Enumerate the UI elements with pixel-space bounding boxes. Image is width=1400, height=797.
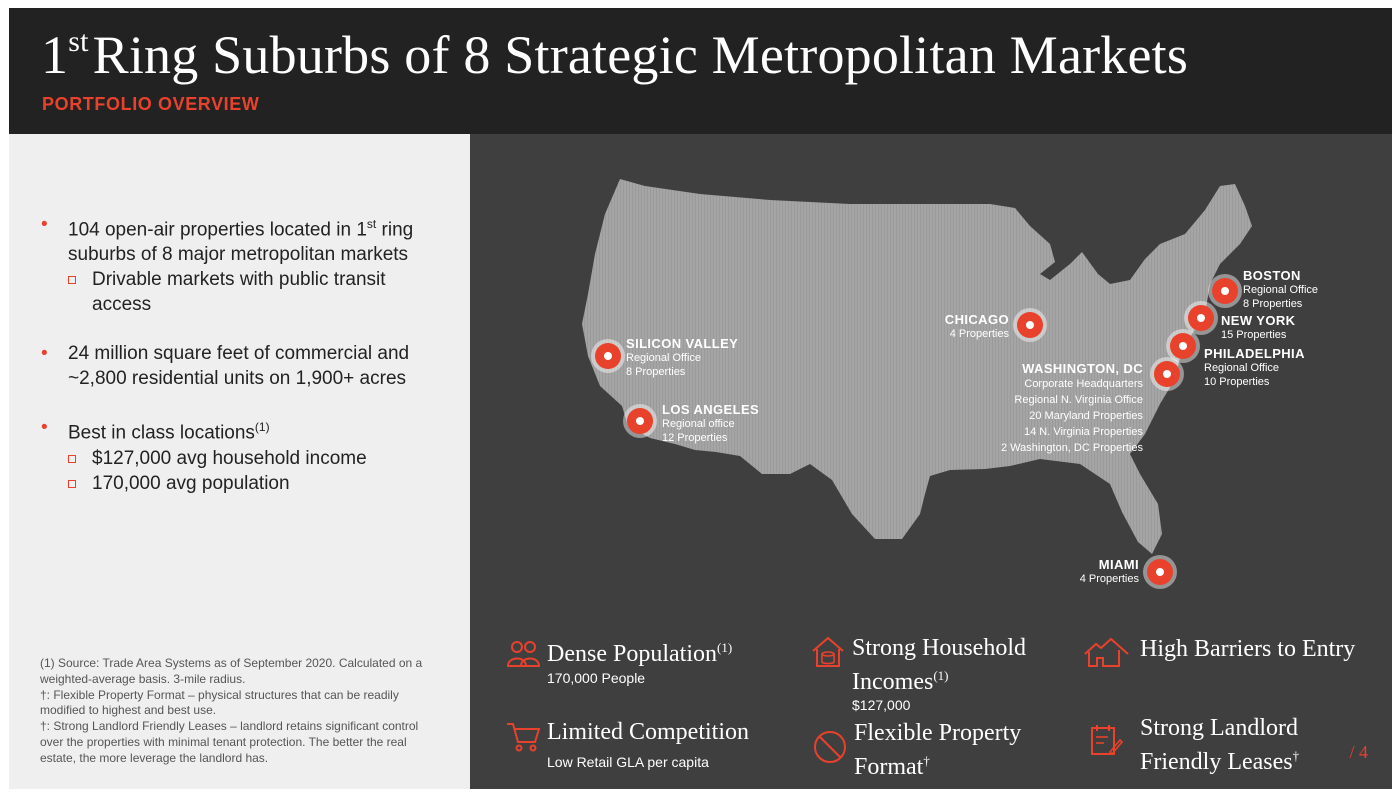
page-subtitle: PORTFOLIO OVERVIEW: [42, 94, 260, 114]
feature-flexible-format: [812, 719, 1072, 779]
feature-limited-competition: [505, 718, 795, 778]
sub-bullet-drivable: Drivable markets with public transit access: [39, 267, 449, 317]
feature-title: Flexible Property Format†: [854, 720, 1022, 780]
feature-household-incomes: [810, 634, 1070, 714]
pin-new-york[interactable]: [1188, 305, 1214, 331]
pin-boston[interactable]: [1212, 278, 1238, 304]
header: [9, 8, 1392, 134]
bullet-list: [39, 212, 449, 520]
feature-landlord-leases: [1088, 714, 1358, 774]
people-icon: [505, 634, 541, 670]
label-new-york: NEW YORK 15 Properties: [1221, 313, 1296, 341]
pin-silicon-valley[interactable]: [595, 343, 621, 369]
cart-icon: [505, 718, 541, 754]
feature-title: Strong Landlord Friendly Leases†: [1140, 715, 1300, 775]
sub-bullet-income: $127,000 avg household income: [39, 446, 449, 471]
bullet-locations: • Best in class locations$^{(1)}$ $127,000 avg household income 170,000 avg population: [39, 415, 449, 495]
label-miami: MIAMI 4 Properties: [1079, 557, 1139, 585]
label-silicon-valley: SILICON VALLEY Regional Office 8 Properties: [626, 336, 739, 378]
feature-title: Limited Competition: [547, 719, 749, 745]
pin-miami[interactable]: [1147, 559, 1173, 585]
page-title: 1stRing Suburbs of 8 Strategic Metropolitan Markets: [41, 25, 1189, 85]
label-los-angeles: LOS ANGELES Regional office 12 Properties: [662, 402, 760, 444]
feature-dense-population: [505, 634, 785, 694]
feature-subtitle: Low Retail GLA per capita: [547, 754, 709, 770]
money-house-icon: [810, 634, 846, 670]
no-malls-icon: [812, 729, 848, 765]
footnote-flexible: †: Flexible Property Format – physical structures that can be readily modified to highest and best use.: [40, 687, 399, 718]
pin-los-angeles[interactable]: [627, 408, 653, 434]
footnote-source: (1) Source: Trade Area Systems as of September 2020. Calculated on a weighted-average basis. 3-mile radius.: [40, 656, 423, 686]
label-chicago: CHICAGO 4 Properties: [944, 312, 1009, 340]
feature-subtitle: 170,000 People: [547, 670, 646, 686]
feature-high-barriers: [1078, 634, 1388, 674]
bullet-properties: • 104 open-air properties located in 1st ring suburbs of 8 major metropolitan markets Drivable markets with public transit access: [39, 212, 449, 317]
feature-title: Strong Household Incomes$^{(1)}$: [852, 635, 1026, 695]
houses-icon: [1070, 634, 1132, 670]
label-washington-dc: WASHINGTON, DC Corporate Headquarters Regional N. Virginia Office 20 Maryland Properties 14 N. Virginia Properties 2 Washington, DC Properties: [1000, 361, 1143, 454]
sub-bullet-population: 170,000 avg population: [39, 471, 449, 496]
overview-panel: [9, 134, 470, 789]
label-philadelphia: PHILADELPHIA Regional Office 10 Properties: [1204, 346, 1305, 388]
map-panel: [470, 134, 1392, 789]
label-boston: BOSTON Regional Office 8 Properties: [1243, 268, 1319, 310]
feature-title: Dense Population$^{(1)}$: [547, 640, 733, 667]
pin-chicago[interactable]: [1017, 312, 1043, 338]
slide: [9, 8, 1392, 789]
lease-document-icon: [1088, 722, 1124, 758]
footnote-landlord: †: Strong Landlord Friendly Leases – landlord retains significant control over the properties with minimal tenant protection. The better the real estate, the more leverage the landlord has.: [40, 719, 419, 765]
feature-subtitle: $127,000: [852, 697, 911, 713]
bullet-square-feet: • 24 million square feet of commercial and ~2,800 residential units on 1,900+ acres: [41, 343, 410, 390]
page-number: / 4: [1349, 742, 1368, 762]
pin-philadelphia[interactable]: [1170, 333, 1196, 359]
footnotes: [40, 656, 440, 767]
pin-washington-dc[interactable]: [1154, 361, 1180, 387]
feature-title: High Barriers to Entry: [1140, 636, 1356, 662]
